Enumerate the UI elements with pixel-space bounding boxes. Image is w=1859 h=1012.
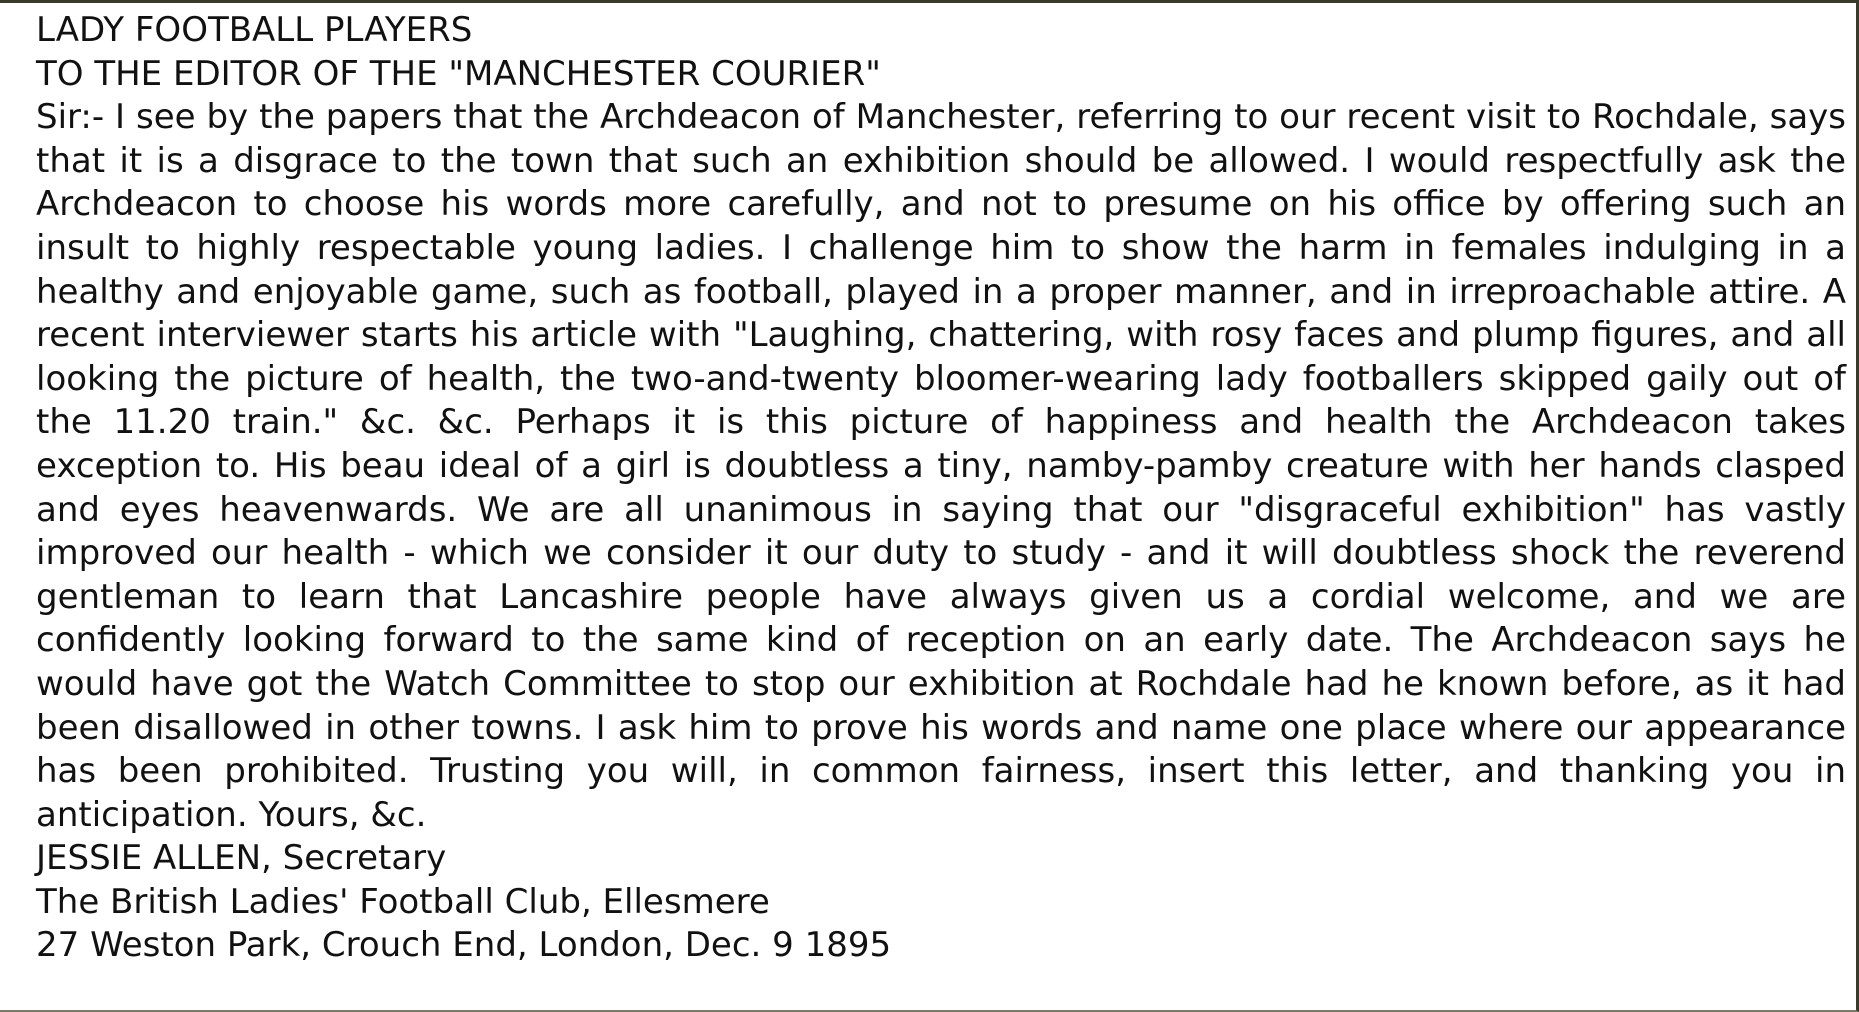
organization: The British Ladies' Football Club, Ellesmere bbox=[36, 881, 770, 922]
headline: LADY FOOTBALL PLAYERS bbox=[36, 10, 473, 50]
addressee: TO THE EDITOR OF THE "MANCHESTER COURIER" bbox=[36, 53, 881, 94]
letter bbox=[36, 9, 1846, 968]
letter-body: Sir:- I see by the papers that the Archdeacon of Manchester, referring to our recent visit to Rochdale, says that it is a disgrace to the town that such an exhibition should be allowed. I would respectfully ask the Archdeacon to choose his words more carefully, and not to presume on his office by offering such an insult to highly respectable young ladies. I challenge him to show the harm in females indulging in a healthy and enjoyable game, such as football, played in a proper manner, and in irreproachable attire. A recent interviewer starts his article with "Laughing, chattering, with rosy faces and plump figures, and all looking the picture of health, the two-and-twenty bloomer-wearing lady footballers skipped gaily out of the 11.20 train." &c. &c. Perhaps it is this picture of happiness and health the Archdeacon takes exception to. His beau ideal of a girl is doubtless a tiny, namby-pamby creature with her hands clasped and eyes heavenwards. We are all unanimous in saying that our "disgraceful exhibition" has vastly improved our health - which we consider it our duty to study - and it will doubtless shock the reverend gentleman to learn that Lancashire people have always given us a cordial welcome, and we are confidently looking forward to the same kind of reception on an early date. The Archdeacon says he would have got the Watch Committee to stop our exhibition at Rochdale had he known before, as it had been disallowed in other towns. I ask him to prove his words and name one place where our appearance has been prohibited. Trusting you will, in common fairness, insert this letter, and thanking you in anticipation. Yours, &c. bbox=[36, 97, 1846, 835]
address-date: 27 Weston Park, Crouch End, London, Dec. 9 1895 bbox=[36, 925, 892, 966]
signature: JESSIE ALLEN, Secretary bbox=[36, 838, 447, 879]
